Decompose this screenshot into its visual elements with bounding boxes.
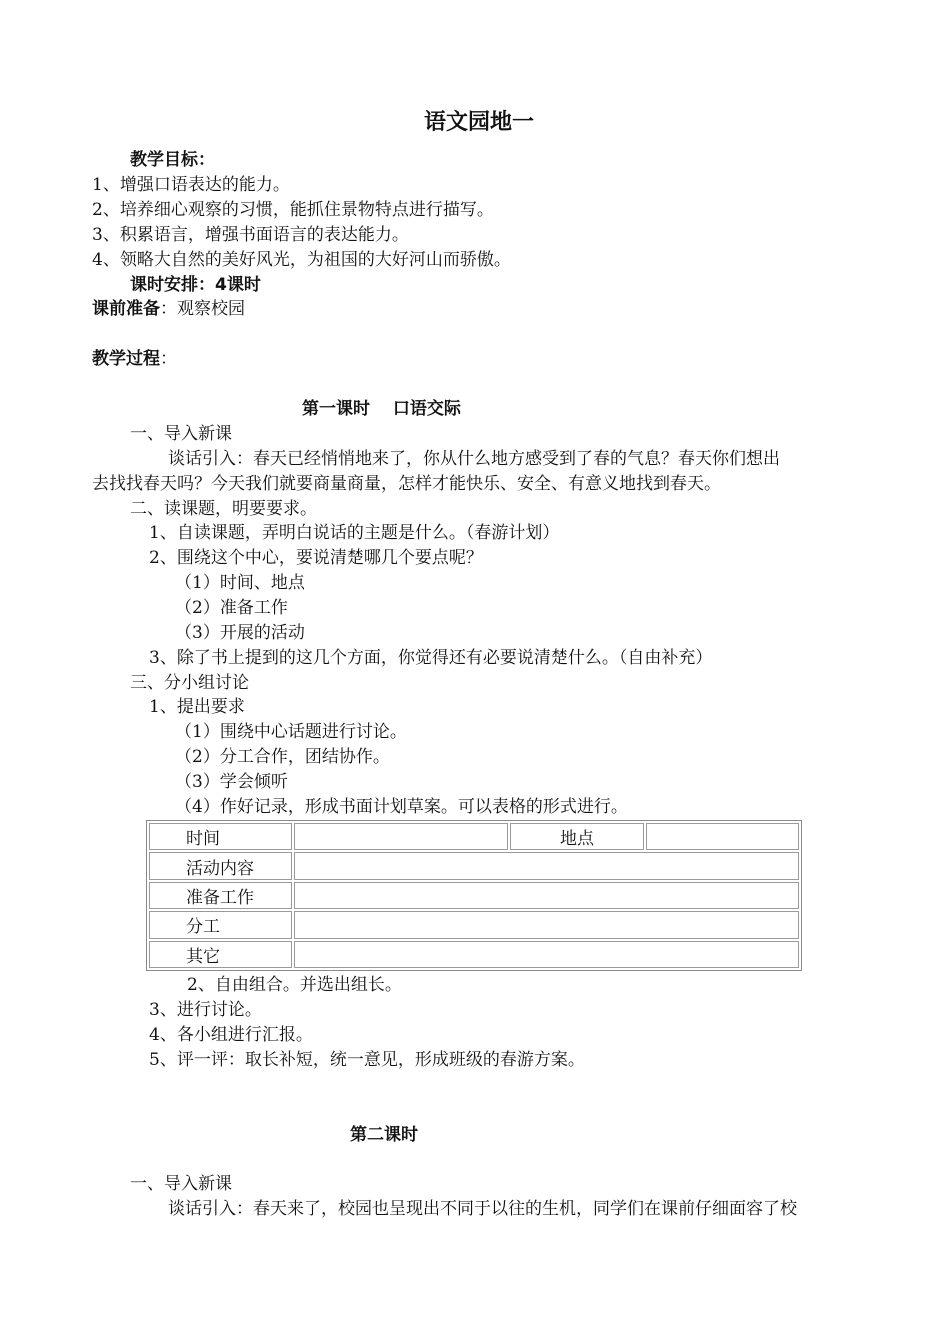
lesson1-line: （4）作好记录，形成书面计划草案。可以表格的形式进行。 (175, 797, 628, 817)
lesson2-line: 谈话引入：春天来了，校园也呈现出不同于以往的生机，同学们在课前仔细面容了校 (168, 1199, 797, 1219)
process-heading: 教学过程 (92, 349, 160, 369)
table-cell-row-value (294, 911, 799, 938)
plan-table (146, 820, 802, 971)
lesson2-heading: 第二课时 (350, 1125, 418, 1145)
lesson1-line: 3、除了书上提到的这几个方面，你觉得还有必要说清楚什么。（自由补充） (149, 648, 713, 668)
table-cell-row-value (294, 941, 799, 968)
table-cell-place-label: 地点 (510, 823, 644, 850)
lesson1-line: 三、分小组讨论 (130, 673, 249, 693)
table-row (149, 911, 799, 938)
objective-item: 1、增强口语表达的能力。 (92, 175, 290, 195)
table-row (149, 823, 799, 850)
lesson1-line: 2、围绕这个中心，要说清楚哪几个要点呢？ (149, 548, 483, 568)
prep-value: ：观察校园 (160, 299, 245, 319)
table-cell-row-label: 其它 (149, 941, 292, 968)
table-row (149, 882, 799, 909)
table-cell-row-label: 活动内容 (149, 852, 292, 879)
schedule: 课时安排：4课时 (130, 275, 261, 295)
lesson1-line: （3）开展的活动 (175, 623, 305, 643)
lesson1-line: 谈话引入：春天已经悄悄地来了，你从什么地方感受到了春的气息？春天你们想出 (168, 449, 780, 469)
prep-line (92, 297, 245, 321)
table-cell-row-value (294, 852, 799, 879)
lesson1-line: （1）时间、地点 (175, 573, 305, 593)
prep-label: 课前准备 (92, 299, 160, 319)
objective-item: 3、积累语言，增强书面语言的表达能力。 (92, 225, 409, 245)
lesson1-after-line: 3、进行讨论。 (149, 1000, 262, 1020)
lesson1-after-line: 2、自由组合。并选出组长。 (187, 975, 402, 995)
lesson1-after-line: 5、评一评：取长补短，统一意见，形成班级的春游方案。 (149, 1050, 585, 1070)
objective-item: 4、领略大自然的美好风光，为祖国的大好河山而骄傲。 (92, 250, 511, 270)
lesson1-heading: 第一课时 口语交际 (302, 399, 461, 419)
objective-item: 2、培养细心观察的习惯，能抓住景物特点进行描写。 (92, 200, 494, 220)
table-cell-row-label: 分工 (149, 911, 292, 938)
process-colon: ： (160, 349, 177, 369)
lesson1-line: （3）学会倾听 (175, 772, 288, 792)
lesson1-after-line: 4、各小组进行汇报。 (149, 1025, 313, 1045)
process-heading-line (92, 347, 177, 371)
lesson1-line: （2）准备工作 (175, 598, 288, 618)
table-cell-time-label: 时间 (149, 823, 292, 850)
table-row (149, 941, 799, 968)
lesson1-line: 二、读课题，明要要求。 (130, 499, 317, 519)
table-cell-place-value (646, 823, 799, 850)
lesson1-line: （2）分工合作，团结协作。 (175, 747, 390, 767)
table-cell-time-value (294, 823, 508, 850)
lesson1-line: 去找找春天吗？今天我们就要商量商量，怎样才能快乐、安全、有意义地找到春天。 (92, 474, 721, 494)
table-cell-row-value (294, 882, 799, 909)
lesson1-line: 1、自读课题，弄明白说话的主题是什么。（春游计划） (149, 523, 560, 543)
table-cell-row-label: 准备工作 (149, 882, 292, 909)
objectives-heading: 教学目标： (130, 150, 215, 170)
lesson1-line: 一、导入新课 (130, 424, 232, 444)
table-row (149, 852, 799, 879)
lesson1-line: （1）围绕中心话题进行讨论。 (175, 722, 407, 742)
page-title: 语文园地一 (424, 110, 535, 135)
lesson2-line: 一、导入新课 (130, 1174, 232, 1194)
lesson1-line: 1、提出要求 (149, 697, 245, 717)
